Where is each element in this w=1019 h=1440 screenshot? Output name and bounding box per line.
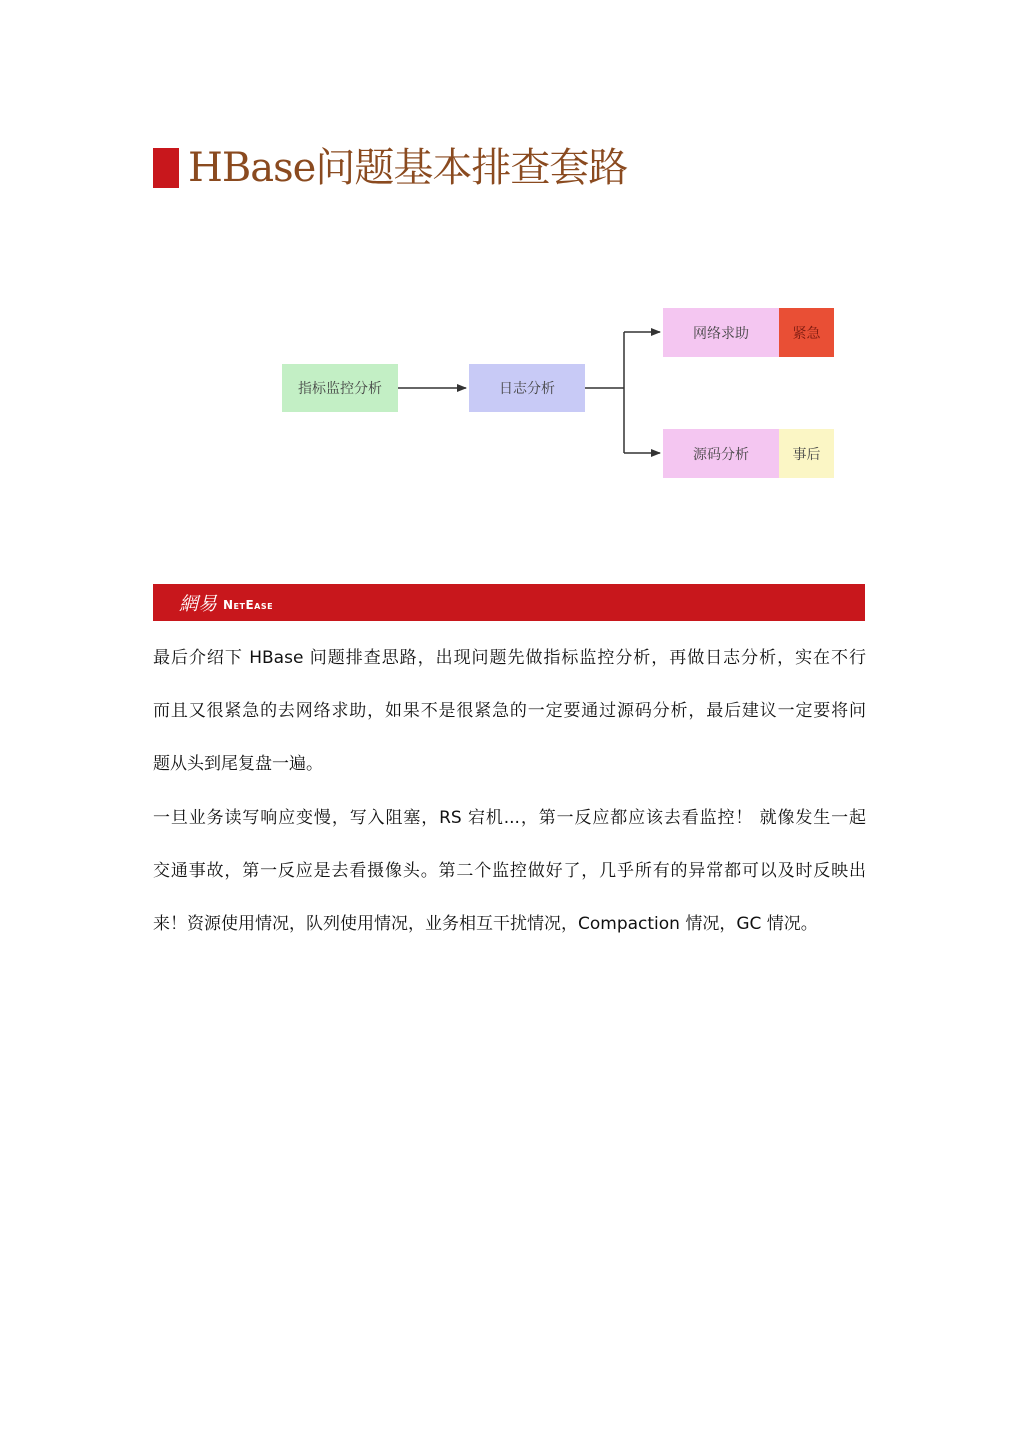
flow-arrows	[0, 0, 1019, 600]
slide-title: HBase问题基本排查套路	[188, 145, 628, 191]
paragraph-troubleshooting-approach	[153, 648, 866, 807]
urgent-tag: 紧急	[779, 308, 834, 357]
source-analysis-box: 源码分析	[663, 429, 779, 478]
netease-logo-cn: 網易	[179, 593, 218, 615]
after-the-fact-tag: 事后	[779, 429, 834, 478]
netease-footer-bar	[153, 584, 865, 621]
paragraph-line: 交通事故，第一反应是去看摄像头。第二个监控做好了，几乎所有的异常都可以及时反映出	[153, 861, 866, 881]
paragraph-line: 而且又很紧急的去网络求助，如果不是很紧急的一定要通过源码分析，最后建议一定要将问	[153, 701, 866, 721]
troubleshooting-flowchart	[0, 0, 1019, 600]
online-help-box: 网络求助	[663, 308, 779, 357]
paragraph-line: 题从头到尾复盘一遍。	[153, 754, 323, 774]
netease-logo-en: NetEase	[223, 597, 274, 612]
paragraph-monitoring-first	[153, 808, 866, 967]
log-analysis-box: 日志分析	[469, 364, 585, 412]
paragraph-line: 一旦业务读写响应变慢，写入阻塞，RS 宕机...，第一反应都应该去看监控！ 就像发生一起	[153, 808, 866, 828]
metrics-analysis-box: 指标监控分析	[282, 364, 398, 412]
paragraph-line: 来！资源使用情况，队列使用情况，业务相互干扰情况，Compaction 情况，GC 情况。	[153, 914, 818, 934]
paragraph-line: 最后介绍下 HBase 问题排查思路，出现问题先做指标监控分析，再做日志分析，实在不行	[153, 648, 866, 668]
